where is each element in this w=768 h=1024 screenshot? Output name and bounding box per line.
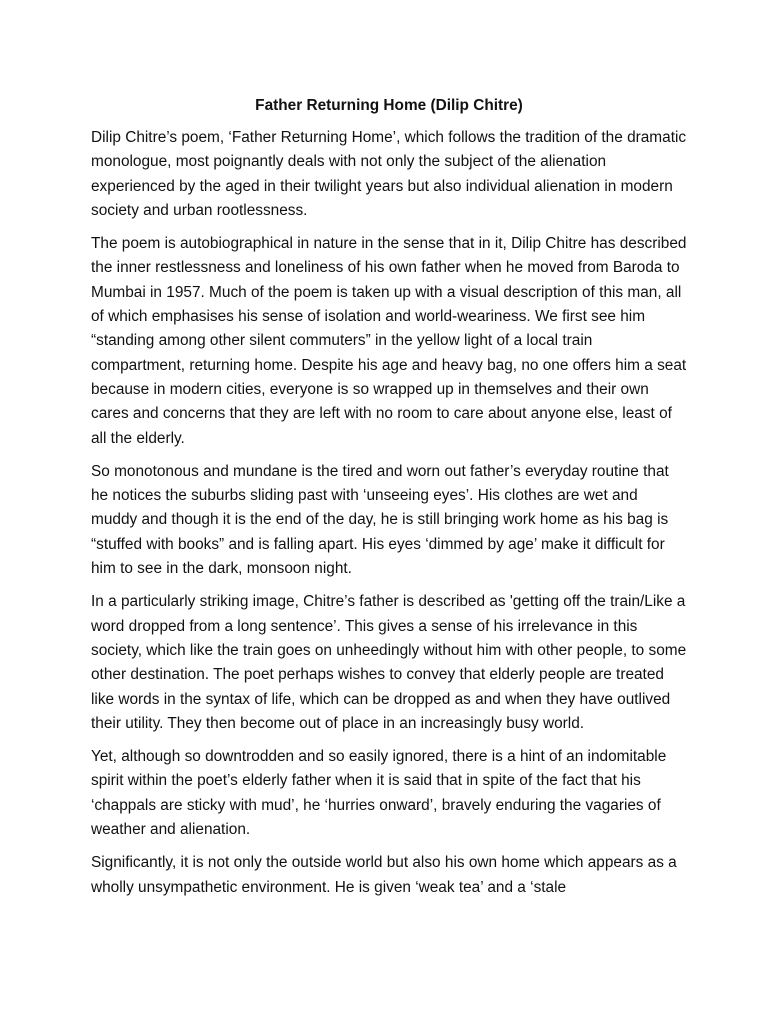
document-page: [91, 94, 687, 909]
document-title: Father Returning Home (Dilip Chitre): [255, 97, 523, 114]
paragraph-1: Dilip Chitre’s poem, ‘Father Returning Home’, which follows the tradition of the dramatic monologue, most poignantly deals with not only the subject of the alienation experienced by the aged in their twilight years but also individual alienation in modern society and urban rootlessness.: [91, 129, 687, 219]
paragraph-4: In a particularly striking image, Chitre’s father is described as 'getting off the train/Like a word dropped from a long sentence’. This gives a sense of his irrelevance in this society, which like the train goes on unheedingly without him with other people, to some other destination. The poet perhaps wishes to convey that elderly people are treated like words in the syntax of life, which can be dropped as and when they have outlived their utility. They then become out of place in an increasingly busy world.: [91, 593, 687, 732]
paragraph-5: Yet, although so downtrodden and so easily ignored, there is a hint of an indomitable spirit within the poet’s elderly father when it is said that in spite of the fact that his ‘chappals are sticky with mud’, he ‘hurries onward’, bravely enduring the vagaries of weather and alienation.: [91, 748, 667, 839]
paragraph-2: The poem is autobiographical in nature in the sense that in it, Dilip Chitre has described the inner restlessness and loneliness of his own father when he moved from Baroda to Mumbai in 1957. Much of the poem is taken up with a visual description of this man, all of which emphasises his sense of isolation and world-weariness. We first see him “standing among other silent commuters” in the yellow light of a local train compartment, returning home. Despite his age and heavy bag, no one offers him a seat because in modern cities, everyone is so wrapped up in themselves and their own cares and concerns that they are left with no room to care about anyone else, least of all the elderly.: [91, 235, 687, 447]
paragraph-6: Significantly, it is not only the outside world but also his own home which appears as a wholly unsympathetic environment. He is given ‘weak tea’ and a ‘stale: [91, 854, 677, 896]
paragraph-3: So monotonous and mundane is the tired and worn out father’s everyday routine that he notices the suburbs sliding past with ‘unseeing eyes’. His clothes are wet and muddy and though it is the end of the day, he is still bringing work home as his bag is “stuffed with books” and is falling apart. His eyes ‘dimmed by age’ make it difficult for him to see in the dark, monsoon night.: [91, 462, 669, 578]
